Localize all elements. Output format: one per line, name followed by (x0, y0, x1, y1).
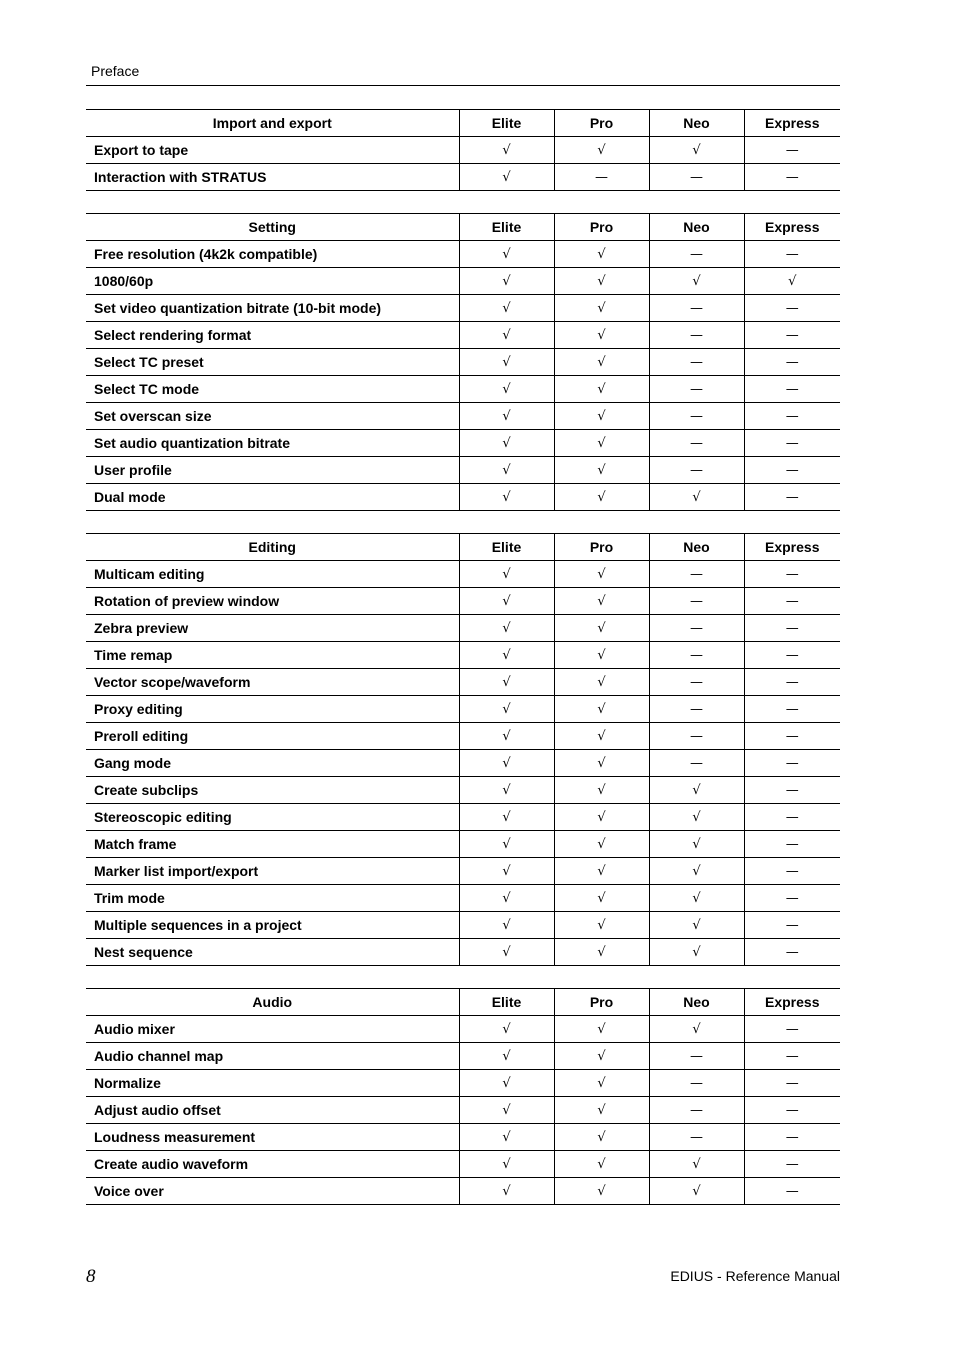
support-mark-cell: — (649, 696, 744, 723)
table-category-header: Editing (86, 534, 459, 561)
support-mark-cell: — (649, 1124, 744, 1151)
edition-column-header: Elite (459, 534, 554, 561)
support-mark-cell: √ (554, 561, 649, 588)
table-row (86, 430, 840, 457)
feature-name-cell: 1080/60p (86, 268, 459, 295)
feature-name-cell: Export to tape (86, 137, 459, 164)
support-mark-cell: √ (459, 750, 554, 777)
support-mark-cell: √ (459, 295, 554, 322)
feature-name-cell: Normalize (86, 1070, 459, 1097)
support-mark-cell: — (744, 1016, 840, 1043)
support-mark-cell: √ (554, 241, 649, 268)
support-mark-cell: √ (459, 561, 554, 588)
support-mark-cell: √ (459, 164, 554, 191)
edition-column-header: Express (744, 534, 840, 561)
support-mark-cell: √ (554, 322, 649, 349)
support-mark-cell: — (744, 642, 840, 669)
edition-column-header: Neo (649, 534, 744, 561)
support-mark-cell: √ (649, 831, 744, 858)
support-mark-cell: √ (649, 1178, 744, 1205)
support-mark-cell: √ (459, 1151, 554, 1178)
support-mark-cell: √ (744, 268, 840, 295)
feature-name-cell: Vector scope/waveform (86, 669, 459, 696)
support-mark-cell: — (744, 588, 840, 615)
feature-name-cell: Select TC preset (86, 349, 459, 376)
support-mark-cell: — (649, 430, 744, 457)
table-row (86, 642, 840, 669)
table-row (86, 322, 840, 349)
support-mark-cell: — (744, 430, 840, 457)
support-mark-cell: — (744, 615, 840, 642)
support-mark-cell: — (744, 858, 840, 885)
support-mark-cell: — (744, 295, 840, 322)
feature-name-cell: Gang mode (86, 750, 459, 777)
table-row (86, 1043, 840, 1070)
table-row (86, 561, 840, 588)
feature-name-cell: Match frame (86, 831, 459, 858)
support-mark-cell: √ (459, 1178, 554, 1205)
support-mark-cell: √ (649, 137, 744, 164)
table-row (86, 912, 840, 939)
table-row (86, 1070, 840, 1097)
table-row (86, 615, 840, 642)
support-mark-cell: — (744, 164, 840, 191)
support-mark-cell: — (744, 723, 840, 750)
support-mark-cell: √ (459, 376, 554, 403)
support-mark-cell: √ (554, 939, 649, 966)
table-row (86, 1178, 840, 1205)
table-category-header: Setting (86, 214, 459, 241)
support-mark-cell: — (744, 1151, 840, 1178)
edition-column-header: Express (744, 214, 840, 241)
support-mark-cell: √ (554, 777, 649, 804)
table-row (86, 804, 840, 831)
support-mark-cell: √ (459, 1070, 554, 1097)
support-mark-cell: √ (554, 1097, 649, 1124)
support-mark-cell: √ (554, 615, 649, 642)
support-mark-cell: — (744, 1178, 840, 1205)
support-mark-cell: — (649, 241, 744, 268)
edition-column-header: Elite (459, 110, 554, 137)
support-mark-cell: √ (459, 831, 554, 858)
table-row (86, 1016, 840, 1043)
support-mark-cell: — (649, 164, 744, 191)
table-row (86, 777, 840, 804)
feature-name-cell: Stereoscopic editing (86, 804, 459, 831)
support-mark-cell: — (744, 939, 840, 966)
support-mark-cell: √ (554, 295, 649, 322)
feature-name-cell: Select rendering format (86, 322, 459, 349)
support-mark-cell: √ (554, 1070, 649, 1097)
support-mark-cell: — (649, 376, 744, 403)
feature-name-cell: Interaction with STRATUS (86, 164, 459, 191)
support-mark-cell: √ (459, 696, 554, 723)
edition-column-header: Neo (649, 110, 744, 137)
support-mark-cell: √ (554, 484, 649, 511)
support-mark-cell: √ (459, 322, 554, 349)
table-header-row (86, 214, 840, 241)
support-mark-cell: √ (459, 615, 554, 642)
table-row (86, 831, 840, 858)
support-mark-cell: — (649, 403, 744, 430)
support-mark-cell: √ (649, 885, 744, 912)
support-mark-cell: — (744, 561, 840, 588)
support-mark-cell: — (744, 831, 840, 858)
feature-name-cell: Audio mixer (86, 1016, 459, 1043)
feature-name-cell: Marker list import/export (86, 858, 459, 885)
table-row (86, 164, 840, 191)
support-mark-cell: √ (459, 1097, 554, 1124)
support-mark-cell: √ (459, 642, 554, 669)
support-mark-cell: √ (554, 858, 649, 885)
feature-name-cell: Adjust audio offset (86, 1097, 459, 1124)
support-mark-cell: √ (554, 696, 649, 723)
support-mark-cell: — (649, 588, 744, 615)
table-row (86, 1124, 840, 1151)
support-mark-cell: √ (459, 241, 554, 268)
table-row (86, 885, 840, 912)
table-row (86, 858, 840, 885)
feature-name-cell: Loudness measurement (86, 1124, 459, 1151)
support-mark-cell: — (744, 885, 840, 912)
support-mark-cell: — (649, 349, 744, 376)
support-mark-cell: √ (554, 831, 649, 858)
support-mark-cell: — (744, 912, 840, 939)
feature-name-cell: Set overscan size (86, 403, 459, 430)
support-mark-cell: — (744, 137, 840, 164)
support-mark-cell: √ (649, 1151, 744, 1178)
support-mark-cell: — (649, 295, 744, 322)
feature-name-cell: Voice over (86, 1178, 459, 1205)
feature-name-cell: Set video quantization bitrate (10-bit mode) (86, 295, 459, 322)
support-mark-cell: √ (554, 723, 649, 750)
edition-column-header: Elite (459, 989, 554, 1016)
support-mark-cell: — (744, 1124, 840, 1151)
support-mark-cell: √ (554, 588, 649, 615)
support-mark-cell: √ (554, 403, 649, 430)
table-row (86, 750, 840, 777)
support-mark-cell: √ (554, 669, 649, 696)
table-row (86, 723, 840, 750)
support-mark-cell: √ (649, 912, 744, 939)
edition-column-header: Pro (554, 534, 649, 561)
manual-title: EDIUS - Reference Manual (670, 1268, 840, 1284)
support-mark-cell: — (649, 1070, 744, 1097)
table-header-row (86, 989, 840, 1016)
support-mark-cell: √ (459, 939, 554, 966)
page-number: 8 (86, 1266, 96, 1287)
support-mark-cell: √ (554, 1016, 649, 1043)
feature-name-cell: Free resolution (4k2k compatible) (86, 241, 459, 268)
feature-table (86, 988, 840, 1205)
support-mark-cell: √ (459, 137, 554, 164)
feature-name-cell: Multicam editing (86, 561, 459, 588)
support-mark-cell: √ (649, 777, 744, 804)
edition-column-header: Express (744, 989, 840, 1016)
table-row (86, 939, 840, 966)
support-mark-cell: √ (459, 588, 554, 615)
support-mark-cell: √ (459, 430, 554, 457)
support-mark-cell: — (649, 615, 744, 642)
support-mark-cell: √ (649, 268, 744, 295)
table-row (86, 349, 840, 376)
running-header: Preface (91, 63, 140, 79)
feature-name-cell: Dual mode (86, 484, 459, 511)
support-mark-cell: √ (554, 750, 649, 777)
table-row (86, 484, 840, 511)
support-mark-cell: √ (554, 457, 649, 484)
table-row (86, 403, 840, 430)
support-mark-cell: √ (459, 723, 554, 750)
table-row (86, 1151, 840, 1178)
support-mark-cell: — (744, 669, 840, 696)
support-mark-cell: — (649, 723, 744, 750)
support-mark-cell: — (744, 457, 840, 484)
support-mark-cell: — (744, 349, 840, 376)
feature-table (86, 109, 840, 191)
support-mark-cell: √ (649, 939, 744, 966)
support-mark-cell: √ (554, 885, 649, 912)
table-row (86, 137, 840, 164)
support-mark-cell: √ (554, 349, 649, 376)
support-mark-cell: √ (459, 484, 554, 511)
support-mark-cell: — (744, 241, 840, 268)
table-row (86, 268, 840, 295)
feature-name-cell: Select TC mode (86, 376, 459, 403)
support-mark-cell: √ (554, 268, 649, 295)
support-mark-cell: — (744, 750, 840, 777)
feature-table (86, 213, 840, 511)
support-mark-cell: √ (649, 484, 744, 511)
header-rule (86, 85, 840, 86)
feature-tables (86, 109, 840, 1227)
table-row (86, 696, 840, 723)
support-mark-cell: √ (554, 1151, 649, 1178)
feature-name-cell: Audio channel map (86, 1043, 459, 1070)
support-mark-cell: √ (459, 858, 554, 885)
feature-name-cell: Time remap (86, 642, 459, 669)
support-mark-cell: — (649, 1043, 744, 1070)
feature-name-cell: Preroll editing (86, 723, 459, 750)
table-row (86, 669, 840, 696)
support-mark-cell: — (744, 403, 840, 430)
support-mark-cell: √ (554, 642, 649, 669)
support-mark-cell: √ (459, 669, 554, 696)
support-mark-cell: — (649, 1097, 744, 1124)
feature-table (86, 533, 840, 966)
support-mark-cell: √ (554, 1178, 649, 1205)
feature-name-cell: Nest sequence (86, 939, 459, 966)
support-mark-cell: √ (554, 430, 649, 457)
table-category-header: Audio (86, 989, 459, 1016)
edition-column-header: Pro (554, 214, 649, 241)
table-row (86, 295, 840, 322)
support-mark-cell: √ (554, 376, 649, 403)
support-mark-cell: √ (459, 349, 554, 376)
table-row (86, 588, 840, 615)
support-mark-cell: √ (459, 1016, 554, 1043)
table-header-row (86, 110, 840, 137)
support-mark-cell: √ (459, 268, 554, 295)
feature-name-cell: Set audio quantization bitrate (86, 430, 459, 457)
support-mark-cell: — (649, 750, 744, 777)
edition-column-header: Elite (459, 214, 554, 241)
edition-column-header: Pro (554, 110, 649, 137)
support-mark-cell: — (649, 642, 744, 669)
support-mark-cell: √ (554, 137, 649, 164)
table-row (86, 457, 840, 484)
support-mark-cell: √ (459, 885, 554, 912)
support-mark-cell: — (744, 1043, 840, 1070)
support-mark-cell: — (744, 696, 840, 723)
edition-column-header: Pro (554, 989, 649, 1016)
feature-name-cell: User profile (86, 457, 459, 484)
support-mark-cell: √ (649, 1016, 744, 1043)
support-mark-cell: — (744, 804, 840, 831)
support-mark-cell: √ (459, 804, 554, 831)
table-header-row (86, 534, 840, 561)
support-mark-cell: — (744, 1070, 840, 1097)
support-mark-cell: — (744, 777, 840, 804)
support-mark-cell: √ (554, 1043, 649, 1070)
support-mark-cell: √ (459, 777, 554, 804)
edition-column-header: Express (744, 110, 840, 137)
support-mark-cell: √ (459, 1124, 554, 1151)
feature-name-cell: Create audio waveform (86, 1151, 459, 1178)
support-mark-cell: — (649, 457, 744, 484)
support-mark-cell: √ (459, 1043, 554, 1070)
edition-column-header: Neo (649, 989, 744, 1016)
support-mark-cell: √ (554, 1124, 649, 1151)
support-mark-cell: — (649, 322, 744, 349)
table-category-header: Import and export (86, 110, 459, 137)
support-mark-cell: — (744, 1097, 840, 1124)
feature-name-cell: Multiple sequences in a project (86, 912, 459, 939)
support-mark-cell: √ (649, 804, 744, 831)
feature-name-cell: Trim mode (86, 885, 459, 912)
table-row (86, 1097, 840, 1124)
support-mark-cell: — (744, 322, 840, 349)
feature-name-cell: Rotation of preview window (86, 588, 459, 615)
table-row (86, 241, 840, 268)
support-mark-cell: — (744, 376, 840, 403)
support-mark-cell: √ (554, 912, 649, 939)
support-mark-cell: √ (459, 403, 554, 430)
support-mark-cell: — (649, 561, 744, 588)
support-mark-cell: — (649, 669, 744, 696)
feature-name-cell: Proxy editing (86, 696, 459, 723)
support-mark-cell: √ (554, 804, 649, 831)
edition-column-header: Neo (649, 214, 744, 241)
support-mark-cell: √ (459, 912, 554, 939)
support-mark-cell: √ (459, 457, 554, 484)
table-row (86, 376, 840, 403)
support-mark-cell: √ (649, 858, 744, 885)
feature-name-cell: Create subclips (86, 777, 459, 804)
feature-name-cell: Zebra preview (86, 615, 459, 642)
support-mark-cell: — (554, 164, 649, 191)
support-mark-cell: — (744, 484, 840, 511)
